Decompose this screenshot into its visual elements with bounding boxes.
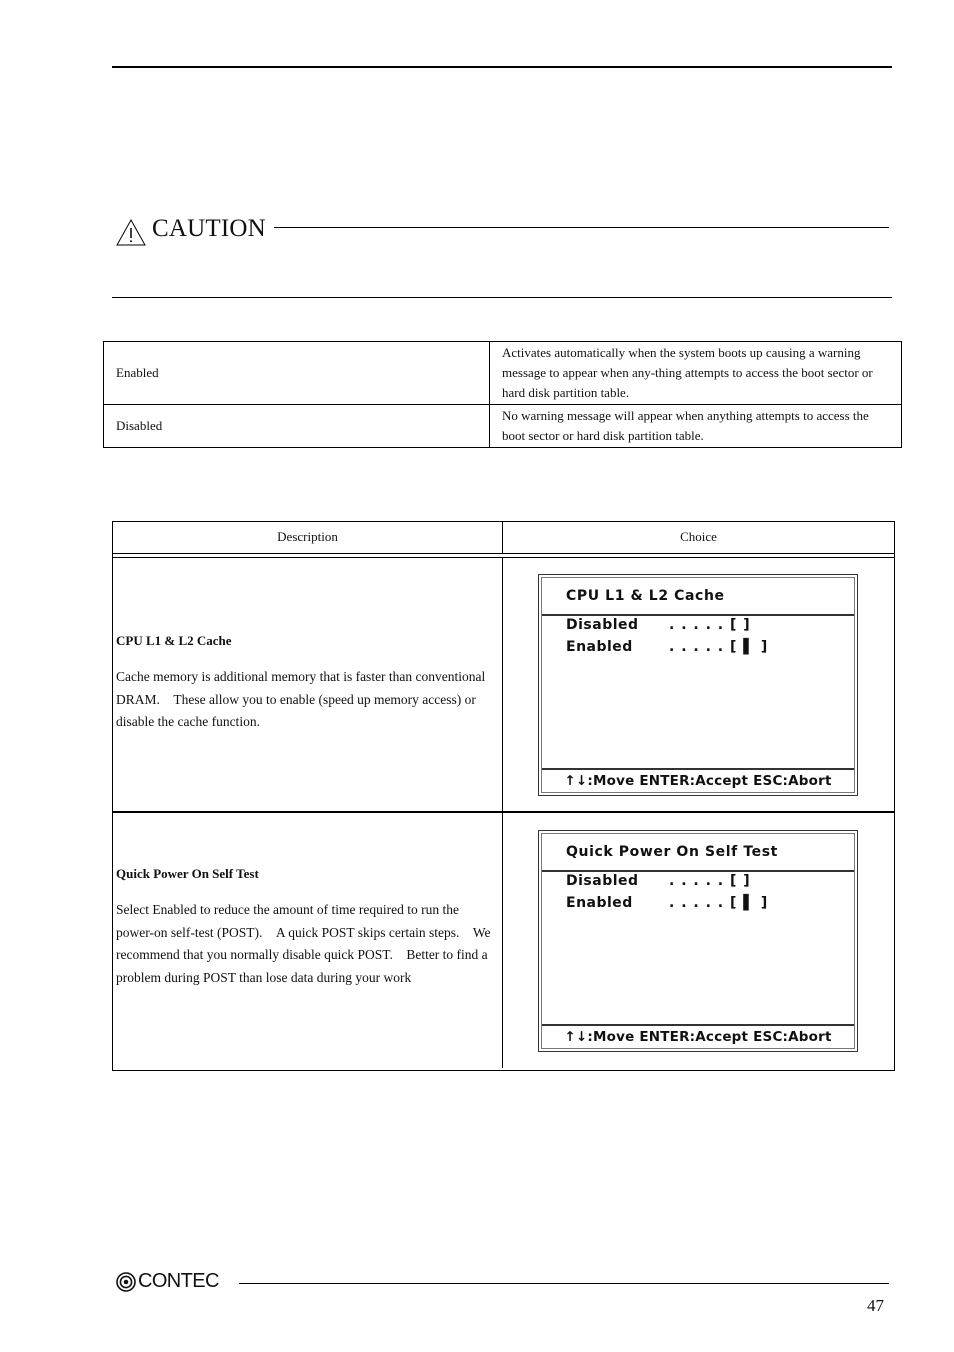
bios-option-mark: [ ▌ ] bbox=[729, 895, 769, 911]
header-choice: Choice bbox=[680, 529, 717, 544]
caution-bottom-rule bbox=[112, 297, 892, 298]
bios-dialog-title: CPU L1 & L2 Cache bbox=[542, 578, 854, 616]
header-double-rule bbox=[113, 557, 894, 558]
header-description: Description bbox=[113, 522, 503, 553]
contec-logo-icon bbox=[116, 1272, 136, 1292]
setting-text: Select Enabled to reduce the amount of time required to run the power-on self-test (POST). A quick POST skips certain steps. We recommend that you normally disable quick POST. Better to find a problem during POST than lose data during your work bbox=[116, 901, 491, 986]
bios-option-label[interactable]: Disabled bbox=[566, 617, 639, 633]
options-table bbox=[103, 341, 902, 448]
bios-option-label[interactable]: Enabled bbox=[566, 895, 633, 911]
bios-option-label[interactable]: Disabled bbox=[566, 873, 639, 889]
bios-dialog-footer: ↑↓:Move ENTER:Accept ESC:Abort bbox=[542, 1024, 854, 1048]
bios-option-label[interactable]: Enabled bbox=[566, 639, 633, 655]
warning-triangle-icon bbox=[116, 219, 146, 246]
table-row bbox=[104, 342, 902, 405]
bios-option-value[interactable] bbox=[669, 895, 768, 911]
bios-option-value[interactable] bbox=[669, 639, 768, 655]
bios-option-mark: [ ▌ ] bbox=[729, 639, 769, 655]
bios-option-mark: [ ] bbox=[729, 873, 751, 889]
bios-option-mark: [ ] bbox=[729, 617, 751, 633]
bios-dialog-footer: ↑↓:Move ENTER:Accept ESC:Abort bbox=[542, 768, 854, 792]
top-rule bbox=[112, 66, 892, 68]
table-header bbox=[113, 522, 894, 554]
logo-text: CONTEC bbox=[138, 1270, 219, 1292]
bios-dialog bbox=[541, 577, 855, 793]
column-separator bbox=[502, 557, 503, 1068]
row-description bbox=[116, 863, 498, 990]
caution-rule bbox=[274, 227, 889, 228]
bios-option-dots: . . . . . bbox=[669, 617, 725, 633]
footer-rule bbox=[239, 1283, 889, 1284]
row-description bbox=[116, 630, 498, 734]
caution-heading: CAUTION bbox=[152, 215, 266, 242]
settings-table bbox=[112, 521, 895, 1071]
bios-dialog bbox=[541, 833, 855, 1049]
setting-title: Quick Power On Self Test bbox=[116, 866, 259, 881]
row-separator bbox=[113, 811, 894, 813]
setting-title: CPU L1 & L2 Cache bbox=[116, 633, 232, 648]
table-row bbox=[104, 405, 902, 448]
bios-option-dots: . . . . . bbox=[669, 639, 725, 655]
option-description: No warning message will appear when anything attempts to access the boot sector or hard disk partition table. bbox=[490, 405, 902, 448]
bios-option-value[interactable] bbox=[669, 873, 751, 889]
option-name: Enabled bbox=[104, 342, 490, 405]
option-description: Activates automatically when the system boots up causing a warning message to appear when any-thing attempts to access the boot sector or hard disk partition table. bbox=[490, 342, 902, 405]
page-number: 47 bbox=[867, 1296, 884, 1315]
bios-option-dots: . . . . . bbox=[669, 895, 725, 911]
bios-option-value[interactable] bbox=[669, 617, 751, 633]
bios-option-dots: . . . . . bbox=[669, 873, 725, 889]
bios-dialog-title: Quick Power On Self Test bbox=[542, 834, 854, 872]
option-name: Disabled bbox=[104, 405, 490, 448]
setting-text: Cache memory is additional memory that is faster than conventional DRAM. These allow you to enable (speed up memory access) or disable the cache function. bbox=[116, 668, 486, 730]
